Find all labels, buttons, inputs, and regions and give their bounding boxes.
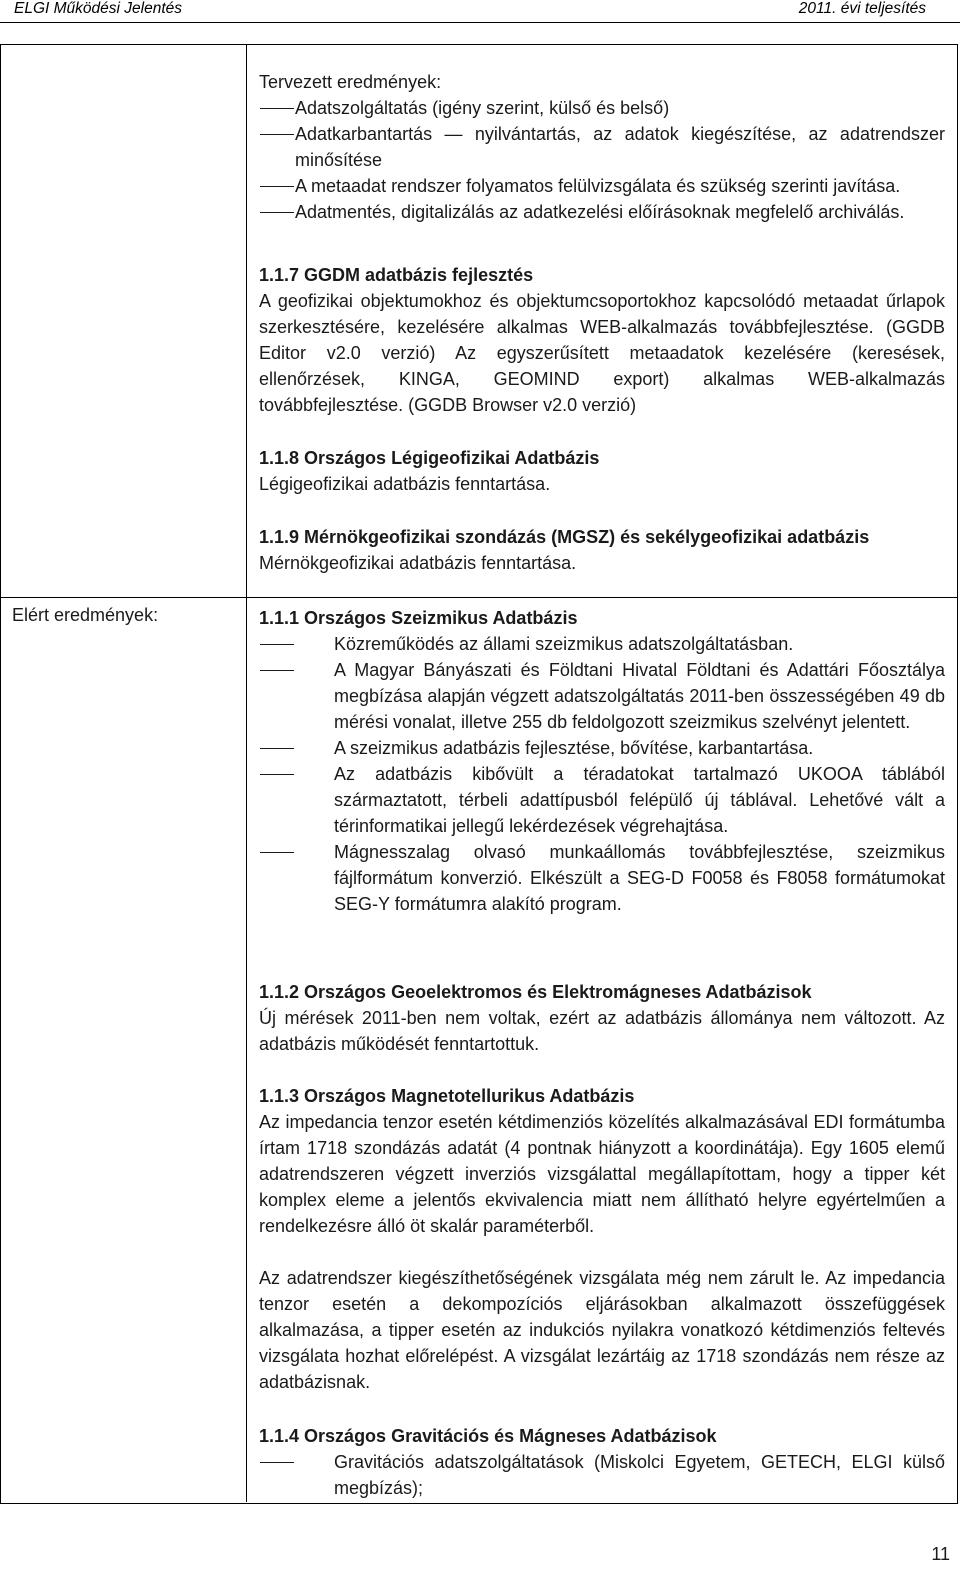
- section-1-1-3: [259, 1083, 945, 1395]
- table-row-divider: [0, 597, 958, 598]
- section-heading: 1.1.4 Országos Gravitációs és Mágneses Adatbázisok: [259, 1426, 717, 1446]
- achieved-results-label: Elért eredmények:: [12, 605, 159, 625]
- section-heading: 1.1.8 Országos Légigeofizikai Adatbázis: [259, 448, 600, 468]
- list-item: Gravitációs adatszolgáltatások (Miskolci Egyetem, GETECH, ELGI külső megbízás);: [259, 1449, 945, 1501]
- planned-results-label: Tervezett eredmények:: [259, 72, 442, 92]
- section-heading: 1.1.2 Országos Geoelektromos és Elektromágneses Adatbázisok: [259, 982, 812, 1002]
- section-heading: 1.1.1 Országos Szeizmikus Adatbázis: [259, 608, 578, 628]
- section-text: Az adatrendszer kiegészíthetőségének vizsgálata még nem zárult le. Az impedancia tenzor esetén a dekompozíciós eljárásokban alkalmazott összefüggések alkalmazása, a tipper esetén az indukciós nyilakra vonatkozó kétdimenziós feltevés vizsgálata hozhat előrelépést. A vizsgálat lezártáig az 1718 szondázás nem része az adatbázisnak.: [259, 1268, 945, 1392]
- section-heading: 1.1.3 Országos Magnetotellurikus Adatbázis: [259, 1086, 635, 1106]
- section-text: Új mérések 2011-ben nem voltak, ezért az adatbázis állománya nem változott. Az adatbázis működését fenntartottuk.: [259, 1008, 945, 1054]
- list-item: Közreműködés az állami szeizmikus adatszolgáltatásban.: [259, 631, 945, 657]
- list-item: Adatszolgáltatás (igény szerint, külső és belső): [259, 95, 945, 121]
- section-text: Légigeofizikai adatbázis fenntartása.: [259, 474, 551, 494]
- section-1-1-8: [259, 445, 945, 497]
- page-header: [0, 0, 960, 23]
- section-text: Az impedancia tenzor esetén kétdimenziós közelítés alkalmazásával EDI formátumba írtam 1718 szondázás adatát (4 pontnak hiányzott a koordinátája). Egy 1605 elemű adatrendszeren végzett inverziós vizsgálattal megállapítottam, hogy a tipper két komplex eleme a jelentős ekvivalencia miatt nem állítható helyre egyértelműen a rendelkezésre álló öt skalár paraméterből.: [259, 1112, 945, 1236]
- left-label-column: [0, 44, 247, 1502]
- section-text: A geofizikai objektumokhoz és objektumcsoportokhoz kapcsolódó metaadat űrlapok szerkesztésére, kezelésére alkalmas WEB-alkalmazás továbbfejlesztése. (GGDB Editor v2.0 verzió) Az egyszerűsített metaadatok kezelésére (keresések, ellenőrzések, KINGA, GEOMIND export) alkalmas WEB-alkalmazás továbbfejlesztése. (GGDB Browser v2.0 verzió): [259, 291, 945, 415]
- section-1-1-1: [259, 605, 945, 917]
- section-1-1-9: [259, 524, 945, 576]
- section-1-1-2: [259, 979, 945, 1057]
- header-period: 2011. évi teljesítés: [798, 0, 926, 17]
- list-item: Adatmentés, digitalizálás az adatkezelési előírásoknak megfelelő archiválás.: [259, 199, 945, 225]
- section-1-1-7: [259, 262, 945, 418]
- list-item: Mágnesszalag olvasó munkaállomás továbbfejlesztése, szeizmikus fájlformátum konverzió. Elkészült a SEG-D F0058 és F8058 formátumokat SEG-Y formátumra alakító program.: [259, 839, 945, 917]
- section-text: Mérnökgeofizikai adatbázis fenntartása.: [259, 553, 577, 573]
- list-item: A metaadat rendszer folyamatos felülvizsgálata és szükség szerinti javítása.: [259, 173, 945, 199]
- list-item: A Magyar Bányászati és Földtani Hivatal Földtani és Adattári Főosztálya megbízása alapján végzett adatszolgáltatás 2011-ben összességében 49 db mérési vonalat, illetve 255 db feldolgozott szeizmikus szelvényt jelentett.: [259, 657, 945, 735]
- page-number: 11: [931, 1544, 950, 1564]
- list-item: Az adatbázis kibővült a téradatokat tartalmazó UKOOA táblából származtatott, térbeli adattípusból felépülő új táblával. Lehetővé vált a térinformatikai jellegű lekérdezések végrehajtása.: [259, 761, 945, 839]
- list-item: Adatkarbantartás — nyilvántartás, az adatok kiegészítése, az adatrendszer minősítése: [259, 121, 945, 173]
- list-item: A szeizmikus adatbázis fejlesztése, bővítése, karbantartása.: [259, 735, 945, 761]
- header-title: ELGI Működési Jelentés: [14, 0, 183, 17]
- planned-results-block: [259, 69, 945, 225]
- section-1-1-4: [259, 1423, 945, 1501]
- section-heading: 1.1.9 Mérnökgeofizikai szondázás (MGSZ) és sekélygeofizikai adatbázis: [259, 527, 870, 547]
- section-heading: 1.1.7 GGDM adatbázis fejlesztés: [259, 265, 534, 285]
